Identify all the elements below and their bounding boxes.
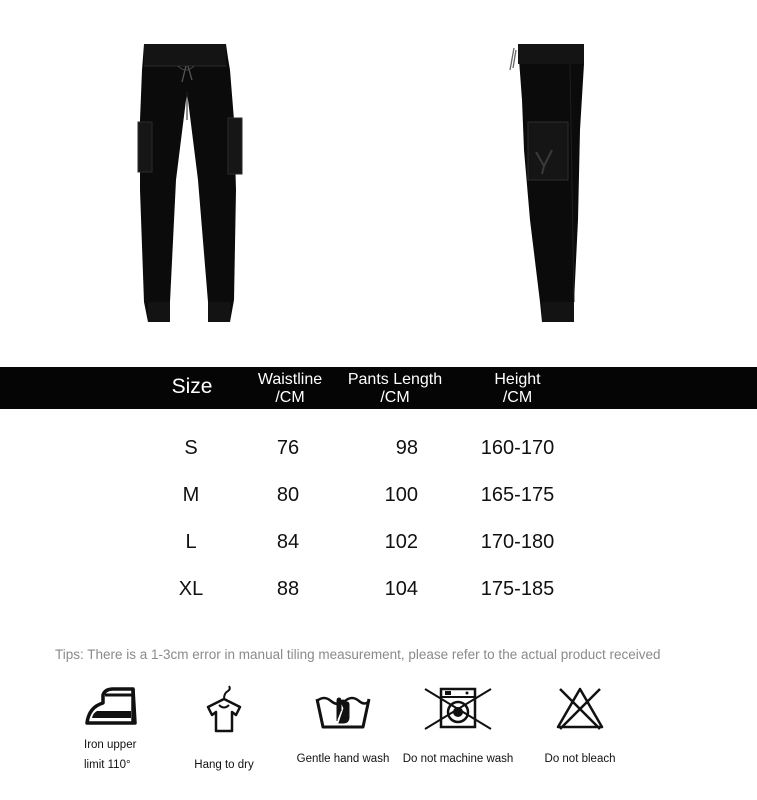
cell-pants-length: 98 — [395, 437, 418, 459]
table-row — [0, 483, 757, 530]
pants-side-view-image — [500, 40, 590, 325]
cell-size: L — [185, 531, 197, 553]
header-waistline-label: Waistline — [257, 371, 323, 388]
hand-wash-label: Gentle hand wash — [296, 753, 390, 765]
cell-waistline: 76 — [276, 437, 300, 459]
no-machine-wash-icon — [423, 685, 493, 731]
cell-size: M — [182, 484, 200, 506]
cell-height: 160-170 — [480, 437, 555, 459]
no-bleach-icon — [554, 685, 606, 731]
cell-size: S — [184, 437, 198, 459]
hanger-shirt-icon — [202, 685, 246, 737]
header-height-unit: /CM — [502, 389, 533, 406]
bleach-label: Do not bleach — [544, 753, 616, 765]
iron-icon — [83, 685, 143, 731]
header-waistline — [240, 371, 340, 407]
machine-wash-label: Do not machine wash — [402, 753, 514, 765]
header-size: Size — [171, 375, 213, 398]
cell-pants-length: 102 — [384, 531, 418, 553]
care-iron — [72, 685, 154, 775]
header-pants-length-label: Pants Length — [347, 371, 443, 388]
size-table-body — [0, 436, 757, 624]
cell-height: 175-185 — [480, 578, 555, 600]
cell-waistline: 84 — [276, 531, 300, 553]
hand-wash-icon — [313, 685, 373, 731]
cell-height: 170-180 — [480, 531, 555, 553]
cell-pants-length: 104 — [384, 578, 418, 600]
table-row — [0, 436, 757, 483]
cell-waistline: 80 — [276, 484, 300, 506]
measurement-tips: Tips: There is a 1-3cm error in manual tiling measurement, please refer to the actual product received — [55, 647, 661, 662]
size-table-header — [0, 367, 757, 409]
care-hand-wash — [290, 685, 396, 765]
header-height-label: Height — [494, 371, 541, 388]
hang-label: Hang to dry — [194, 759, 254, 771]
cell-height: 165-175 — [480, 484, 555, 506]
product-images — [0, 0, 757, 360]
table-row — [0, 577, 757, 624]
iron-label-line2: limit 110° — [84, 759, 131, 771]
care-no-machine-wash — [396, 685, 520, 765]
header-waistline-unit: /CM — [275, 389, 305, 406]
cell-size: XL — [178, 578, 204, 600]
header-height — [465, 371, 570, 407]
header-pants-length-unit: /CM — [380, 389, 410, 406]
cell-pants-length: 100 — [384, 484, 418, 506]
table-row — [0, 530, 757, 577]
care-hang-dry — [182, 685, 266, 771]
pants-front-view-image — [130, 40, 245, 325]
iron-label-line1: Iron upper — [84, 739, 137, 751]
header-pants-length — [335, 371, 455, 407]
cell-waistline: 88 — [276, 578, 300, 600]
care-no-bleach — [533, 685, 627, 765]
